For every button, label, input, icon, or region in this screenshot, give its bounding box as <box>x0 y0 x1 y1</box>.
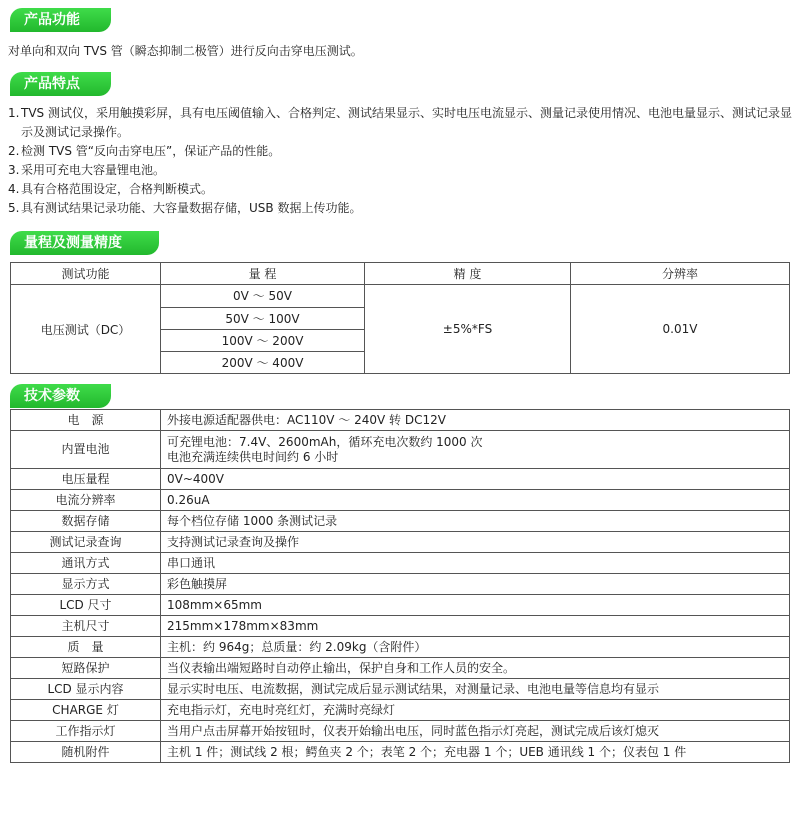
function-text: 对单向和双向 TVS 管（瞬态抑制二极管）进行反向击穿电压测试。 <box>8 44 363 58</box>
table-row <box>11 721 790 742</box>
table-header: 精 度 <box>365 263 571 285</box>
spec-value: 串口通讯 <box>161 553 790 574</box>
list-item-text: 检测 TVS 管“反向击穿电压”，保证产品的性能。 <box>21 144 281 158</box>
list-item <box>8 199 792 218</box>
spec-key: 测试记录查询 <box>11 532 161 553</box>
table-header: 量 程 <box>161 263 365 285</box>
spec-value: 主机：约 964g；总质量：约 2.09kg（含附件） <box>161 637 790 658</box>
spec-value: 0V~400V <box>161 469 790 490</box>
section-title-features: 产品特点 <box>10 72 111 96</box>
list-item <box>8 104 792 142</box>
section-title-range: 量程及测量精度 <box>10 231 159 255</box>
list-item-number: 4. <box>8 182 20 196</box>
spec-value: 充电指示灯，充电时亮红灯，充满时亮绿灯 <box>161 700 790 721</box>
section-title-specs: 技术参数 <box>10 384 111 408</box>
spec-key: 电流分辨率 <box>11 490 161 511</box>
spec-key: 数据存储 <box>11 511 161 532</box>
accuracy-cell: ±5%*FS <box>365 285 571 374</box>
spec-value: 显示实时电压、电流数据，测试完成后显示测试结果，对测量记录、电池电量等信息均有显示 <box>161 679 790 700</box>
list-item-text: 采用可充电大容量锂电池。 <box>21 163 166 177</box>
table-row <box>11 490 790 511</box>
table-row <box>11 595 790 616</box>
table-row <box>11 679 790 700</box>
table-row <box>11 616 790 637</box>
list-item-number: 3. <box>8 163 20 177</box>
spec-value: 当仪表输出端短路时自动停止输出，保护自身和工作人员的安全。 <box>161 658 790 679</box>
spec-key: 显示方式 <box>11 574 161 595</box>
spec-key: CHARGE 灯 <box>11 700 161 721</box>
range-value: 200V ～ 400V <box>161 351 364 373</box>
table-row <box>11 431 790 469</box>
spec-key: 电 源 <box>11 410 161 431</box>
list-item <box>8 142 792 161</box>
spec-key: LCD 尺寸 <box>11 595 161 616</box>
list-item-text: TVS 测试仪，采用触摸彩屏，具有电压阈值输入、合格判定、测试结果显示、实时电压电流显示、测量记录使用情况、电池电量显示、测试记录显示及测试记录操作。 <box>21 106 792 139</box>
spec-key: 内置电池 <box>11 431 161 469</box>
spec-value: 外接电源适配器供电：AC110V ～ 240V 转 DC12V <box>161 410 790 431</box>
table-row <box>11 742 790 763</box>
spec-value: 支持测试记录查询及操作 <box>161 532 790 553</box>
list-item-text: 具有测试结果记录功能、大容量数据存储，USB 数据上传功能。 <box>21 201 362 215</box>
table-row <box>11 511 790 532</box>
range-table <box>10 262 790 374</box>
spec-value: 215mm×178mm×83mm <box>161 616 790 637</box>
spec-key: 随机附件 <box>11 742 161 763</box>
spec-value: 当用户点击屏幕开始按钮时，仪表开始输出电压，同时蓝色指示灯亮起，测试完成后该灯熄灭 <box>161 721 790 742</box>
spec-value-line: 可充锂电池：7.4V、2600mAh，循环充电次数约 1000 次 <box>167 434 483 449</box>
table-row <box>11 410 790 431</box>
spec-value-line: 电池充满连续供电时间约 6 小时 <box>167 449 339 464</box>
spec-value: 主机 1 件；测试线 2 根；鳄鱼夹 2 个；表笔 2 个；充电器 1 个；UEB 通讯线 1 个；仪表包 1 件 <box>161 742 790 763</box>
table-header: 分辨率 <box>571 263 790 285</box>
spec-key: 短路保护 <box>11 658 161 679</box>
list-item-number: 5. <box>8 201 20 215</box>
list-item <box>8 161 792 180</box>
spec-key: LCD 显示内容 <box>11 679 161 700</box>
table-header: 测试功能 <box>11 263 161 285</box>
table-row <box>11 532 790 553</box>
list-item-text: 具有合格范围设定，合格判断模式。 <box>21 182 214 196</box>
range-cell <box>161 285 365 374</box>
list-item-number: 2. <box>8 144 20 158</box>
function-cell: 电压测试（DC） <box>11 285 161 374</box>
section-title-function: 产品功能 <box>10 8 111 32</box>
range-value: 100V ～ 200V <box>161 329 364 351</box>
spec-value: 0.26uA <box>161 490 790 511</box>
table-row <box>11 469 790 490</box>
table-row <box>11 285 790 374</box>
range-value: 0V ～ 50V <box>161 285 364 307</box>
table-row <box>11 637 790 658</box>
spec-key: 通讯方式 <box>11 553 161 574</box>
range-value: 50V ～ 100V <box>161 307 364 329</box>
table-row <box>11 574 790 595</box>
spec-value: 108mm×65mm <box>161 595 790 616</box>
spec-table <box>10 409 790 763</box>
spec-value: 彩色触摸屏 <box>161 574 790 595</box>
spec-key: 质 量 <box>11 637 161 658</box>
table-row <box>11 553 790 574</box>
spec-value <box>161 431 790 469</box>
list-item <box>8 180 792 199</box>
table-header-row <box>11 263 790 285</box>
spec-key: 电压量程 <box>11 469 161 490</box>
list-item-number: 1. <box>8 106 20 120</box>
table-row <box>11 700 790 721</box>
features-list <box>8 104 792 218</box>
resolution-cell: 0.01V <box>571 285 790 374</box>
spec-key: 工作指示灯 <box>11 721 161 742</box>
spec-key: 主机尺寸 <box>11 616 161 637</box>
table-row <box>11 658 790 679</box>
spec-value: 每个档位存储 1000 条测试记录 <box>161 511 790 532</box>
